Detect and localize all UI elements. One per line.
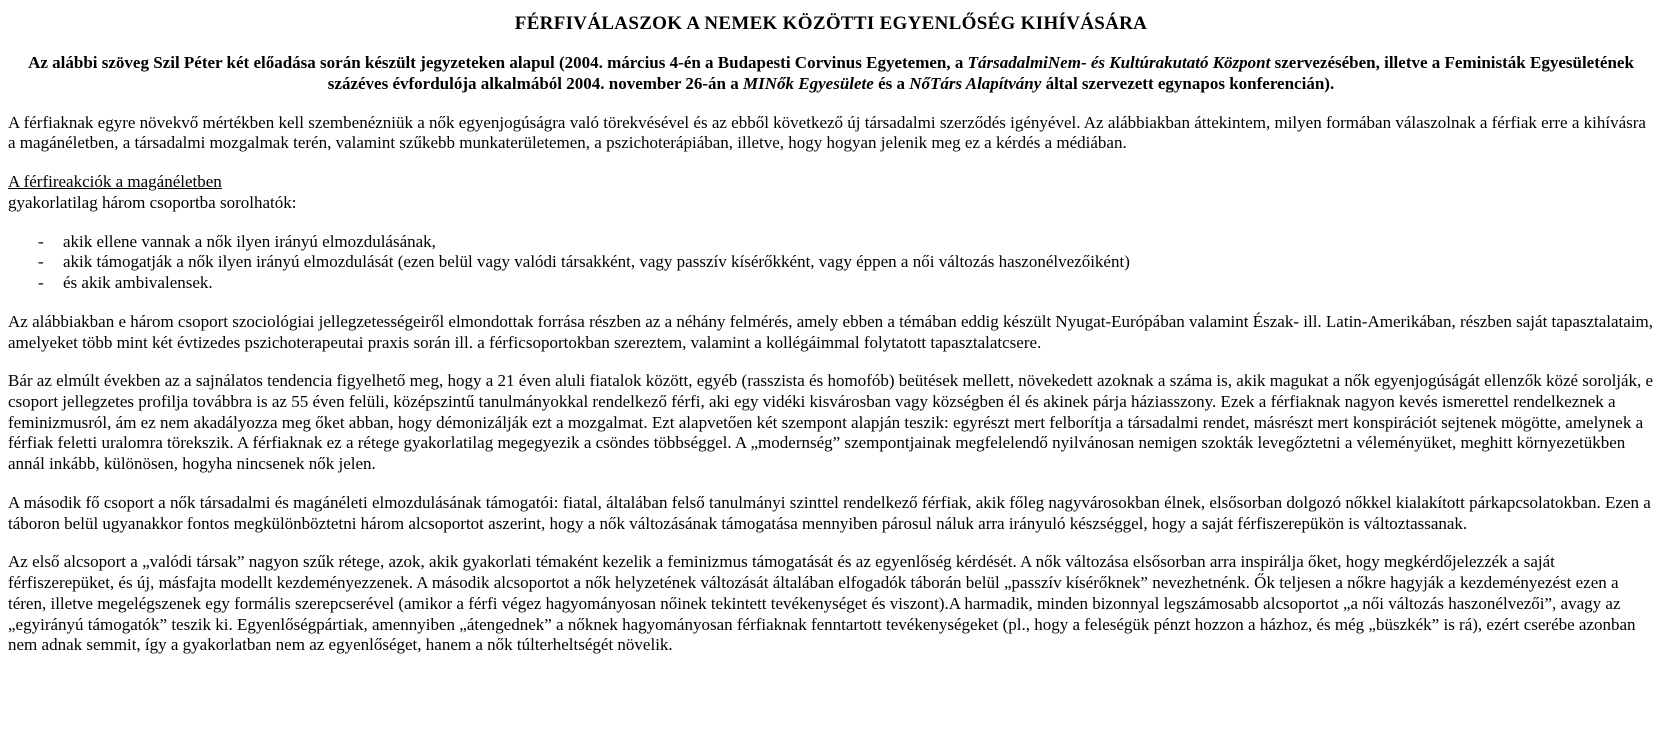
paragraph-sources: Az alábbiakban e három csoport szociológiai jellegzetességeiről elmondottak forrása részben az a néhány felmérés, amely ebben a témában eddig készült Nyugat-Európában valamint Észak- ill. Latin-Amerikában, részben saját tapasztalataim, amelyeket több mint két évtizedes pszichoterapeutai praxis során ill. a férficsoportokban szereztem, valamint a kollégáimmal folytatott tapasztalatcsere. [8, 311, 1654, 352]
section-heading: A férfireakciók a magánéletben [8, 172, 222, 192]
intro-paragraph [18, 53, 1644, 94]
paragraph-overview: A férfiaknak egyre növekvő mértékben kell szembenézniük a nők egyenjogúságra való törekvésével és az ebből következő új társadalmi szerződés igényével. Az alábbiakban áttekintem, milyen formában válaszolnak a férfiak erre a kihívásra a magánéletben, a társadalmi mozgalmak terén, valamint szűkebb munkaterületemen, a pszichoterápiában, illetve, hogy hogyan jelenik meg ez a kérdés a médiában. [8, 112, 1646, 153]
intro-text-1: Az alábbi szöveg Szil Péter két előadása során készült jegyzeteken alapul (2004. március 4-én a Budapesti Corvinus Egyetemen, a [28, 53, 968, 73]
paragraph-first-group: Bár az elmúlt években az a sajnálatos tendencia figyelhető meg, hogy a 21 éven aluli fiatalok között, egyéb (rasszista és homofób) beütések mellett, növekedett azoknak a száma is, akik magukat a nők egyenjogúságát ellenzők közé sorolják, e csoport jellegzetes profilja továbbra is az 55 éven felüli, középszintű tanulmányokkal rendelkező férfi, aki egy vidéki kisvárosban vagy községben él és akinek párja háziasszony. Ezek a férfiaknak nagyon kevés ismerettel rendelkeznek a feminizmusról, ám ez nem akadályozza meg őket abban, hogy démonizálják ezt a mozgalmat. Ezt alapvetően két szempont alapján teszik: egyrészt mert felborítja a társadalmi rendet, másrészt mert konspirációt sejtenek mögötte, amelynek a férfiak feletti uralomra törekszik. A férfiaknak ez a rétege gyakorlatilag megegyezik a csöndes többséggel. A „modernség” szempontjainak megfelelendő nyilvánosan nemigen szokták levegőztetni a véleményüket, meghitt környezetükben annál inkább, különösen, hogyha nincsenek nők jelen. [8, 371, 1654, 474]
bullet-dash: - [38, 273, 44, 293]
intro-italic-org-1: TársadalmiNem- és Kultúrakutató Központ [967, 53, 1271, 73]
list-item-text: akik ellene vannak a nők ilyen irányú elmozdulásának, [63, 231, 436, 251]
intro-text-3: és a [873, 73, 910, 93]
intro-italic-org-2: MINők Egyesülete [743, 73, 874, 93]
bullet-dash: - [38, 252, 44, 272]
intro-italic-org-3: NőTárs Alapítvány [909, 73, 1042, 93]
list-item [38, 273, 1654, 294]
list-item [38, 232, 1654, 253]
page-title: FÉRFIVÁLASZOK A NEMEK KÖZÖTTI EGYENLŐSÉG KIHÍVÁSÁRA [514, 13, 1148, 34]
list-item [38, 252, 1654, 273]
intro-text-4: által szervezett egynapos konferencián). [1041, 73, 1335, 93]
list-item-text: akik támogatják a nők ilyen irányú elmozdulását (ezen belül vagy valódi társakként, vagy passzív kísérőkként, vagy éppen a női változás haszonélvezőiként) [63, 252, 1130, 272]
bullet-dash: - [38, 231, 44, 251]
list-item-text: és akik ambivalensek. [63, 273, 213, 293]
paragraph-second-group: A második fő csoport a nők társadalmi és magánéleti elmozdulásának támogatói: fiatal, általában felső tanulmányi szinttel rendelkező férfiak, akik főleg nagyvárosokban élnek, elsősorban dolgozó nőkkel kialakított párkapcsolatokban. Ezen a táboron belül ugyanakkor fontos megkülönböztetni három alcsoportot aszerint, hogy a nők változásának támogatása mennyiben párosul náluk arra irányuló készséggel, hogy a saját férfiszerepükön is változtassanak. [8, 492, 1651, 533]
section-intro: gyakorlatilag három csoportba sorolhatók: [8, 192, 297, 212]
paragraph-subgroups: Az első alcsoport a „valódi társak” nagyon szűk rétege, azok, akik gyakorlati témaként kezelik a feminizmus támogatását és az egyenlőség kérdését. A nők változása elsősorban arra inspirálja őket, hogy megkérdőjelezzék a saját férfiszerepüket, és új, másfajta modellt kezdeményezzenek. A második alcsoportot a nők helyzetének változását általában elfogadók táborán belül „passzív kísérőknek” nevezhetnénk. Ők teljesen a nőkre hagyják a kezdeményezést ezen a téren, illetve megelégszenek egy formális szerepcserével (amikor a férfi végez hagyományosan nőinek tekintett tevékenységet és viszont).A harmadik, minden bizonnyal legszámosabb alcsoportot „a női változás haszonélvezői”, avagy az „egyirányú támogatók” teszik ki. Egyenlőségpártiak, amennyiben „átengednek” a nőknek hagyományosan férfiaknak fenntartott tevékenységeket (pl., hogy a feleségük pénzt hozzon a házhoz, és még „büszkék” is rá), ezért cserébe azonban nem adnak semmit, így a gyakorlatban nem az egyenlőséget, hanem a nők túlterheltségét növelik. [8, 552, 1636, 655]
intro-text-2: szervezésében, illetve a Feministák Egyesületének százéves évfordulója alkalmából 2004. november 26-án a [327, 53, 1634, 93]
bullet-list [8, 232, 1654, 294]
